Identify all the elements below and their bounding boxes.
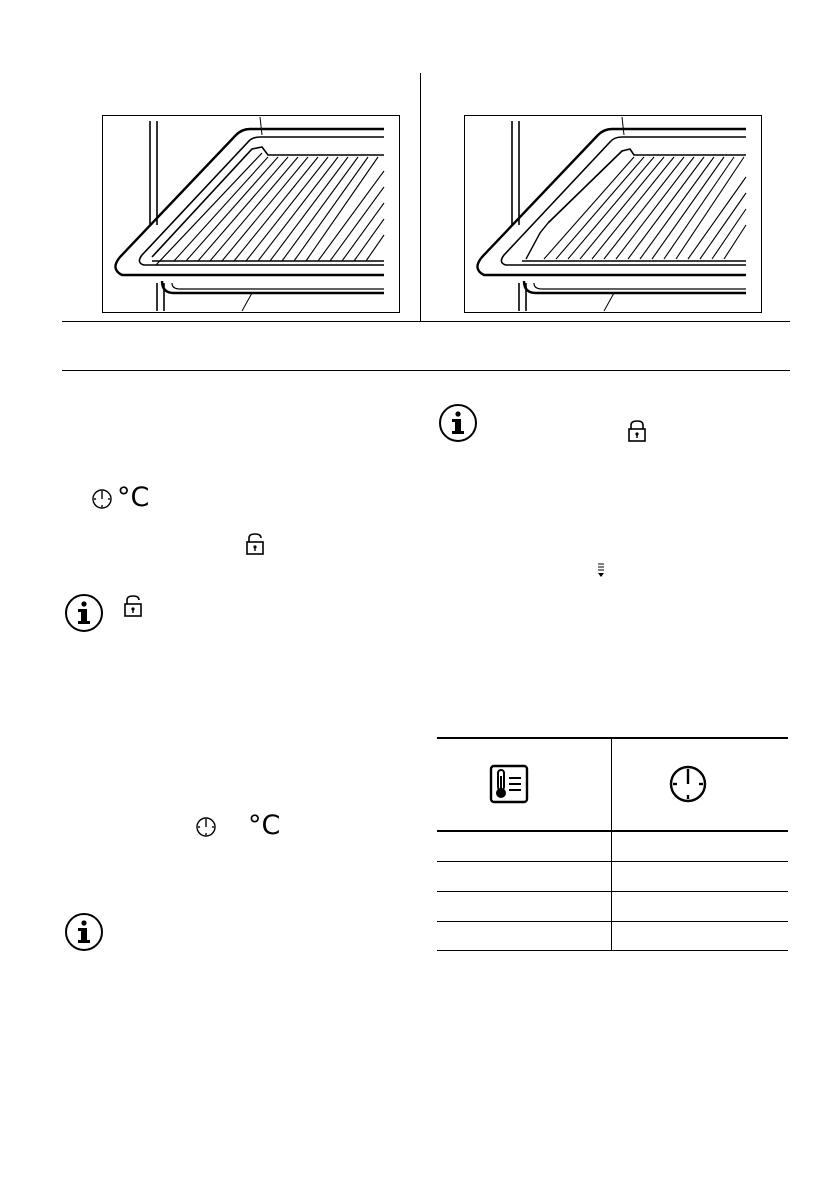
info-icon <box>64 912 104 952</box>
settings-table <box>437 737 788 952</box>
padlock-closed-icon <box>627 420 647 442</box>
clock-icon <box>668 764 708 804</box>
padlock-open-icon <box>123 595 143 617</box>
oven-shelf-illustration-right <box>464 115 762 313</box>
clock-icon <box>195 816 217 838</box>
food-sensor-icon <box>489 764 529 804</box>
info-icon <box>64 593 104 633</box>
table-row-rule <box>437 891 788 892</box>
table-rule-top <box>437 737 788 739</box>
section-rule-bottom <box>62 370 790 371</box>
oven-shelf-illustration-left <box>102 115 400 313</box>
temperature-symbol: °C <box>248 810 281 841</box>
section-rule-top <box>62 321 790 322</box>
table-column-divider <box>611 737 612 951</box>
info-icon <box>438 403 478 443</box>
figure-divider <box>420 73 421 321</box>
table-header-rule <box>437 830 788 832</box>
figure-tray-insert-left <box>102 115 400 313</box>
table-rule-bottom <box>437 950 788 951</box>
temperature-symbol: °C <box>117 482 150 513</box>
table-row-rule <box>437 921 788 922</box>
table-row-rule <box>437 861 788 862</box>
clock-icon <box>91 488 113 510</box>
figure-tray-insert-right <box>464 115 762 313</box>
padlock-open-icon <box>245 533 265 555</box>
arrow-down-icon <box>596 562 606 578</box>
